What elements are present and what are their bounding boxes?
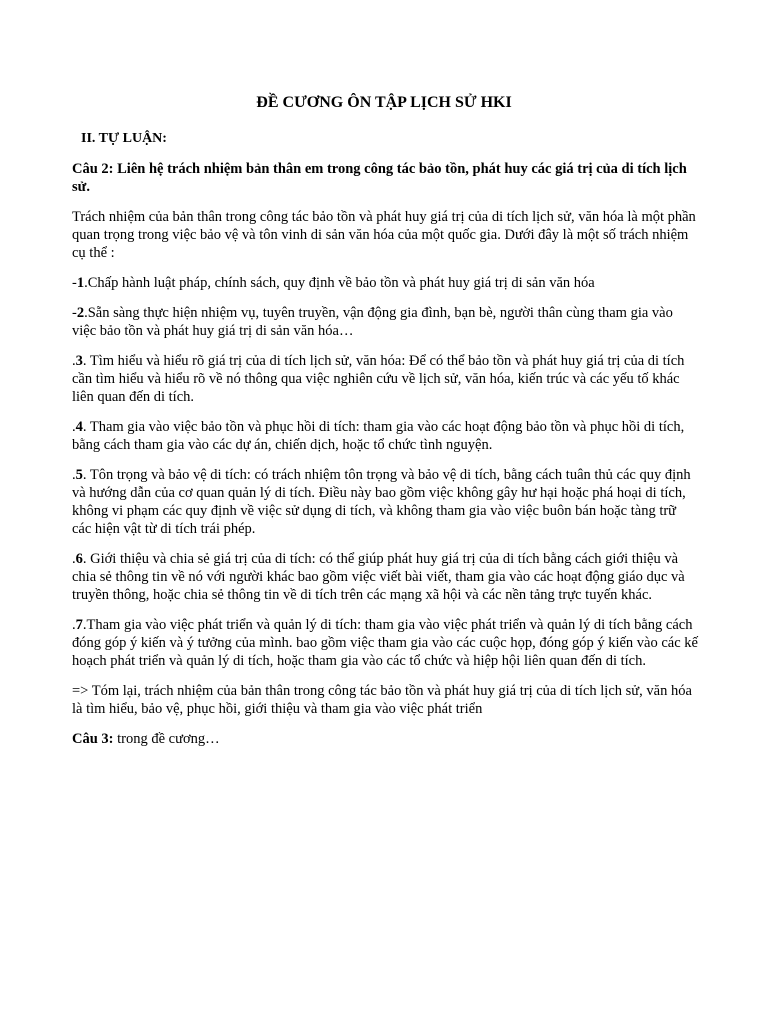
list-item: .3. Tìm hiểu và hiểu rõ giá trị của di tích lịch sử, văn hóa: Để có thể bảo tồn và phát huy giá trị của di tích cần tìm hiểu và hiểu rõ về nó thông qua việc nghiên cứu về lịch sử, văn hóa, kiến trúc và các yếu tố khác liên quan đến di tích.: [72, 353, 685, 405]
question-3-line: [72, 730, 698, 748]
list-item: .6. Giới thiệu và chia sẻ giá trị của di tích: có thể giúp phát huy giá trị của di tích bằng cách giới thiệu và chia sẻ thông tin về nó với người khác bao gồm việc viết bài viết, tham gia vào các hoạt động giáo dục và truyền thông, hoặc chia sẻ thông tin về di tích trên các mạng xã hội và các nền tảng trực tuyến khác.: [72, 551, 685, 603]
section-heading: II. TỰ LUẬN:: [81, 131, 167, 146]
intro-paragraph: Trách nhiệm của bản thân trong công tác bảo tồn và phát huy giá trị của di tích lịch sử, văn hóa là một phần quan trọng trong việc bảo vệ và tôn vinh di sản văn hóa của một quốc gia. Dưới đây là một số trách nhiệm cụ thể :: [72, 209, 696, 261]
list-item: -2.Sẵn sàng thực hiện nhiệm vụ, tuyên truyền, vận động gia đình, bạn bè, người thân cùng tham gia vào việc bảo tồn và phát huy giá trị di sản văn hóa…: [72, 305, 673, 339]
list-item: .5. Tôn trọng và bảo vệ di tích: có trách nhiệm tôn trọng và bảo vệ di tích, bằng cách tuân thủ các quy định và hướng dẫn của cơ quan quản lý di tích. Điều này bao gồm việc không gây hư hại hoặc phá hoại di tích, không vi phạm các quy định về việc sử dụng di tích, và không tham gia vào việc buôn bán hoặc tàng trữ các hiện vật từ di tích trái phép.: [72, 467, 691, 537]
question-3-label: Câu 3:: [72, 731, 114, 747]
list-item: .7.Tham gia vào việc phát triển và quản lý di tích: tham gia vào việc phát triển và quản lý di tích bằng cách đóng góp ý kiến và ý tưởng của mình. bao gồm việc tham gia vào các cuộc họp, đóng góp ý kiến vào các kế hoạch phát triển và quản lý di tích, hoặc tham gia vào các tổ chức và hiệp hội liên quan đến di tích.: [72, 617, 698, 669]
list-item: -1.Chấp hành luật pháp, chính sách, quy định về bảo tồn và phát huy giá trị di sản văn hóa: [72, 275, 595, 291]
question-3-text: trong đề cương…: [113, 731, 220, 747]
question-2-heading: Câu 2: Liên hệ trách nhiệm bản thân em trong công tác bảo tồn, phát huy các giá trị của di tích lịch sử.: [72, 161, 687, 195]
conclusion-paragraph: => Tóm lại, trách nhiệm của bản thân trong công tác bảo tồn và phát huy giá trị của di tích lịch sử, văn hóa là tìm hiểu, bảo vệ, phục hồi, giới thiệu và tham gia vào việc phát triển: [72, 683, 692, 717]
list-item: .4. Tham gia vào việc bảo tồn và phục hồi di tích: tham gia vào các hoạt động bảo tồn và phục hồi di tích, bằng cách tham gia vào các dự án, chiến dịch, hoặc tổ chức tình nguyện.: [72, 419, 685, 453]
document-body: [72, 160, 698, 760]
document-title: ĐỀ CƯƠNG ÔN TẬP LỊCH SỬ HKI: [256, 94, 512, 111]
